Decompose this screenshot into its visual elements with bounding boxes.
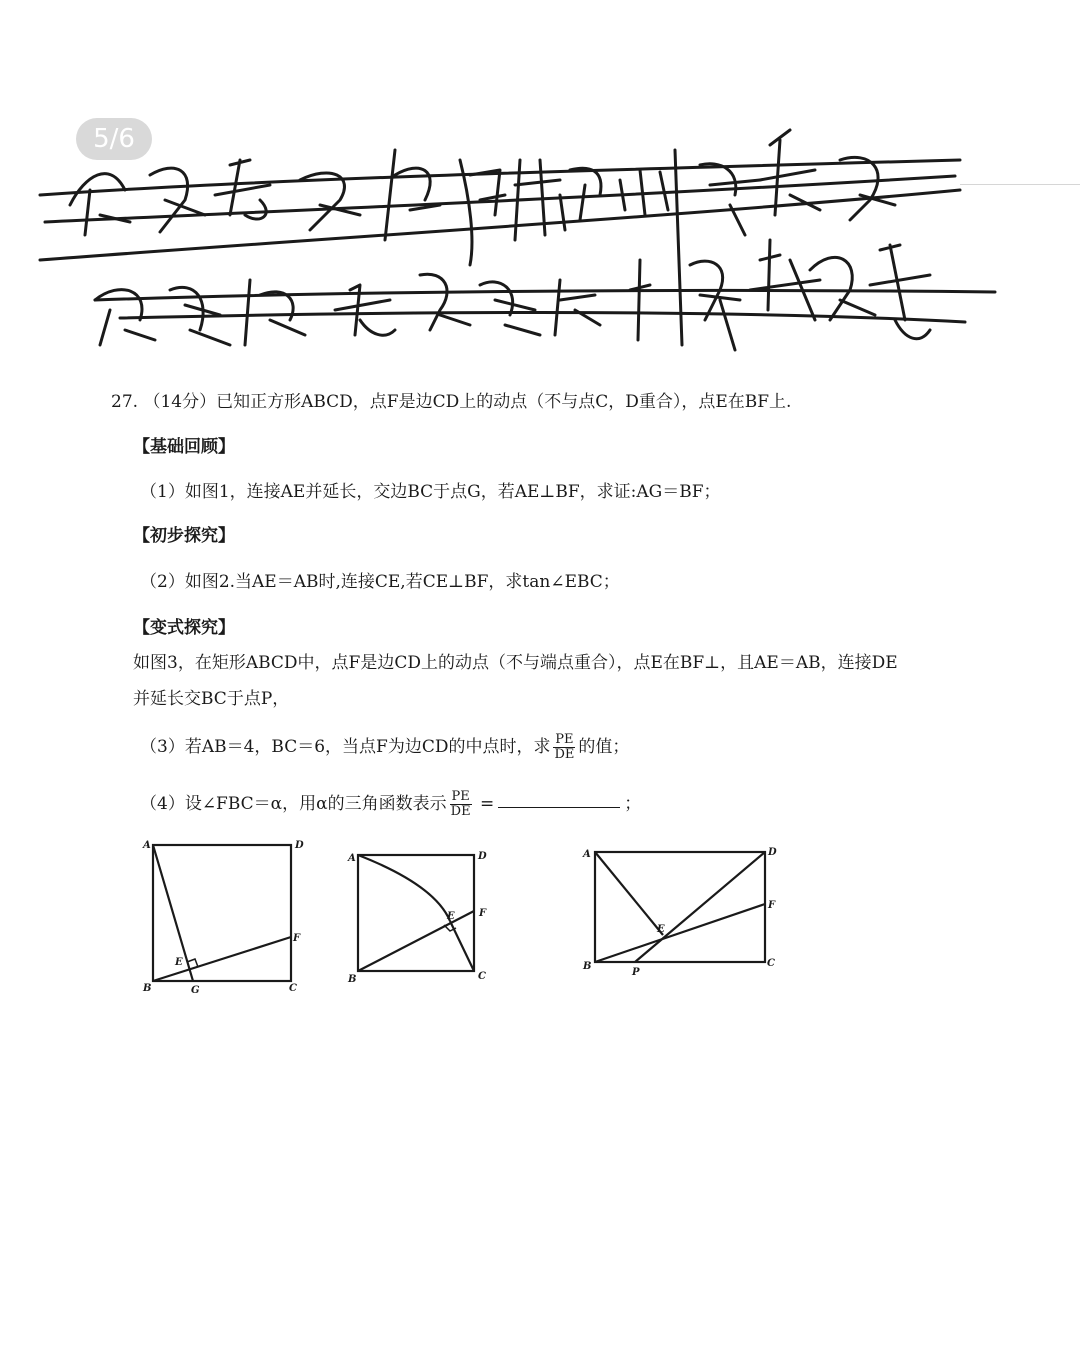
figure-1-label-A: A bbox=[143, 840, 151, 851]
part-3-prefix: （3）若AB＝4，BC＝6，当点F为边CD的中点时，求 bbox=[140, 737, 551, 757]
part-4-suffix: ； bbox=[624, 794, 642, 814]
part-4-prefix: （4）设∠FBC＝α，用α的三角函数表示 bbox=[140, 794, 447, 814]
part-4-fraction bbox=[450, 790, 472, 819]
figure-2-label-F: F bbox=[479, 908, 487, 919]
part-3-suffix: 的值； bbox=[578, 737, 630, 757]
figure-3-label-C: C bbox=[767, 958, 775, 969]
part-3-fraction-numerator: PE bbox=[555, 732, 574, 747]
figure-1-label-F: F bbox=[293, 933, 301, 944]
variant-description-line-1: 如图3，在矩形ABCD中，点F是边CD上的动点（不与端点重合），点E在BF⊥，且AE＝AB，连接DE bbox=[133, 653, 898, 673]
question-header: 27. （14分）已知正方形ABCD，点F是边CD上的动点（不与点C，D重合），点E在BF上. bbox=[111, 392, 792, 412]
page-indicator: 5/6 bbox=[76, 118, 152, 160]
handwritten-scribble-overlay bbox=[0, 0, 1080, 390]
part-4-fraction-denominator: DE bbox=[450, 804, 471, 819]
figure-2-label-C: C bbox=[478, 971, 486, 982]
part-1-text: （1）如图1，连接AE并延长，交边BC于点G，若AE⊥BF，求证:AG＝BF； bbox=[140, 482, 721, 502]
part-4-fraction-numerator: PE bbox=[451, 789, 470, 804]
figure-1-label-C: C bbox=[289, 983, 297, 994]
figure-2-arc-AE bbox=[358, 855, 450, 921]
figure-2-label-A: A bbox=[348, 853, 356, 864]
figure-3-label-E: E bbox=[657, 924, 665, 935]
part-3-fraction bbox=[553, 733, 575, 762]
figure-1-label-D: D bbox=[295, 840, 304, 851]
figure-2 bbox=[340, 845, 500, 990]
figure-3-label-D: D bbox=[768, 847, 777, 858]
figure-2-label-D: D bbox=[478, 851, 487, 862]
figure-3-label-B: B bbox=[583, 961, 592, 972]
answer-blank bbox=[498, 801, 620, 808]
part-4-equals: = bbox=[479, 794, 495, 814]
figure-2-segment-BF bbox=[358, 911, 474, 971]
figure-3-label-A: A bbox=[583, 849, 591, 860]
figure-1-segment-BF bbox=[153, 937, 291, 981]
figure-3-rectangle bbox=[595, 852, 765, 962]
figure-1-label-E: E bbox=[175, 957, 183, 968]
figure-3-segment-BF bbox=[595, 904, 765, 962]
variant-description-line-2: 并延长交BC于点P， bbox=[133, 689, 290, 709]
figure-2-label-E: E bbox=[447, 911, 455, 922]
figure-1-label-G: G bbox=[191, 985, 200, 996]
figure-3-label-F: F bbox=[768, 900, 776, 911]
figure-1-segment-AG bbox=[153, 845, 193, 981]
figure-3-label-P: P bbox=[632, 967, 640, 978]
figure-3 bbox=[575, 840, 790, 985]
figure-1 bbox=[135, 835, 315, 1000]
part-4-text bbox=[140, 790, 641, 819]
part-3-fraction-denominator: DE bbox=[554, 747, 575, 762]
figure-3-segment-DP bbox=[635, 852, 765, 962]
section-basic-review-title: 【基础回顾】 bbox=[133, 437, 235, 457]
figure-1-label-B: B bbox=[143, 983, 152, 994]
figure-3-segment-AE bbox=[595, 852, 663, 935]
part-2-text: （2）如图2.当AE＝AB时,连接CE,若CE⊥BF，求tan∠EBC； bbox=[140, 572, 620, 592]
figure-2-square bbox=[358, 855, 474, 971]
section-preliminary-title: 【初步探究】 bbox=[133, 526, 235, 546]
section-variant-title: 【变式探究】 bbox=[133, 618, 235, 638]
part-3-text bbox=[140, 733, 629, 762]
figure-2-label-B: B bbox=[348, 974, 357, 985]
